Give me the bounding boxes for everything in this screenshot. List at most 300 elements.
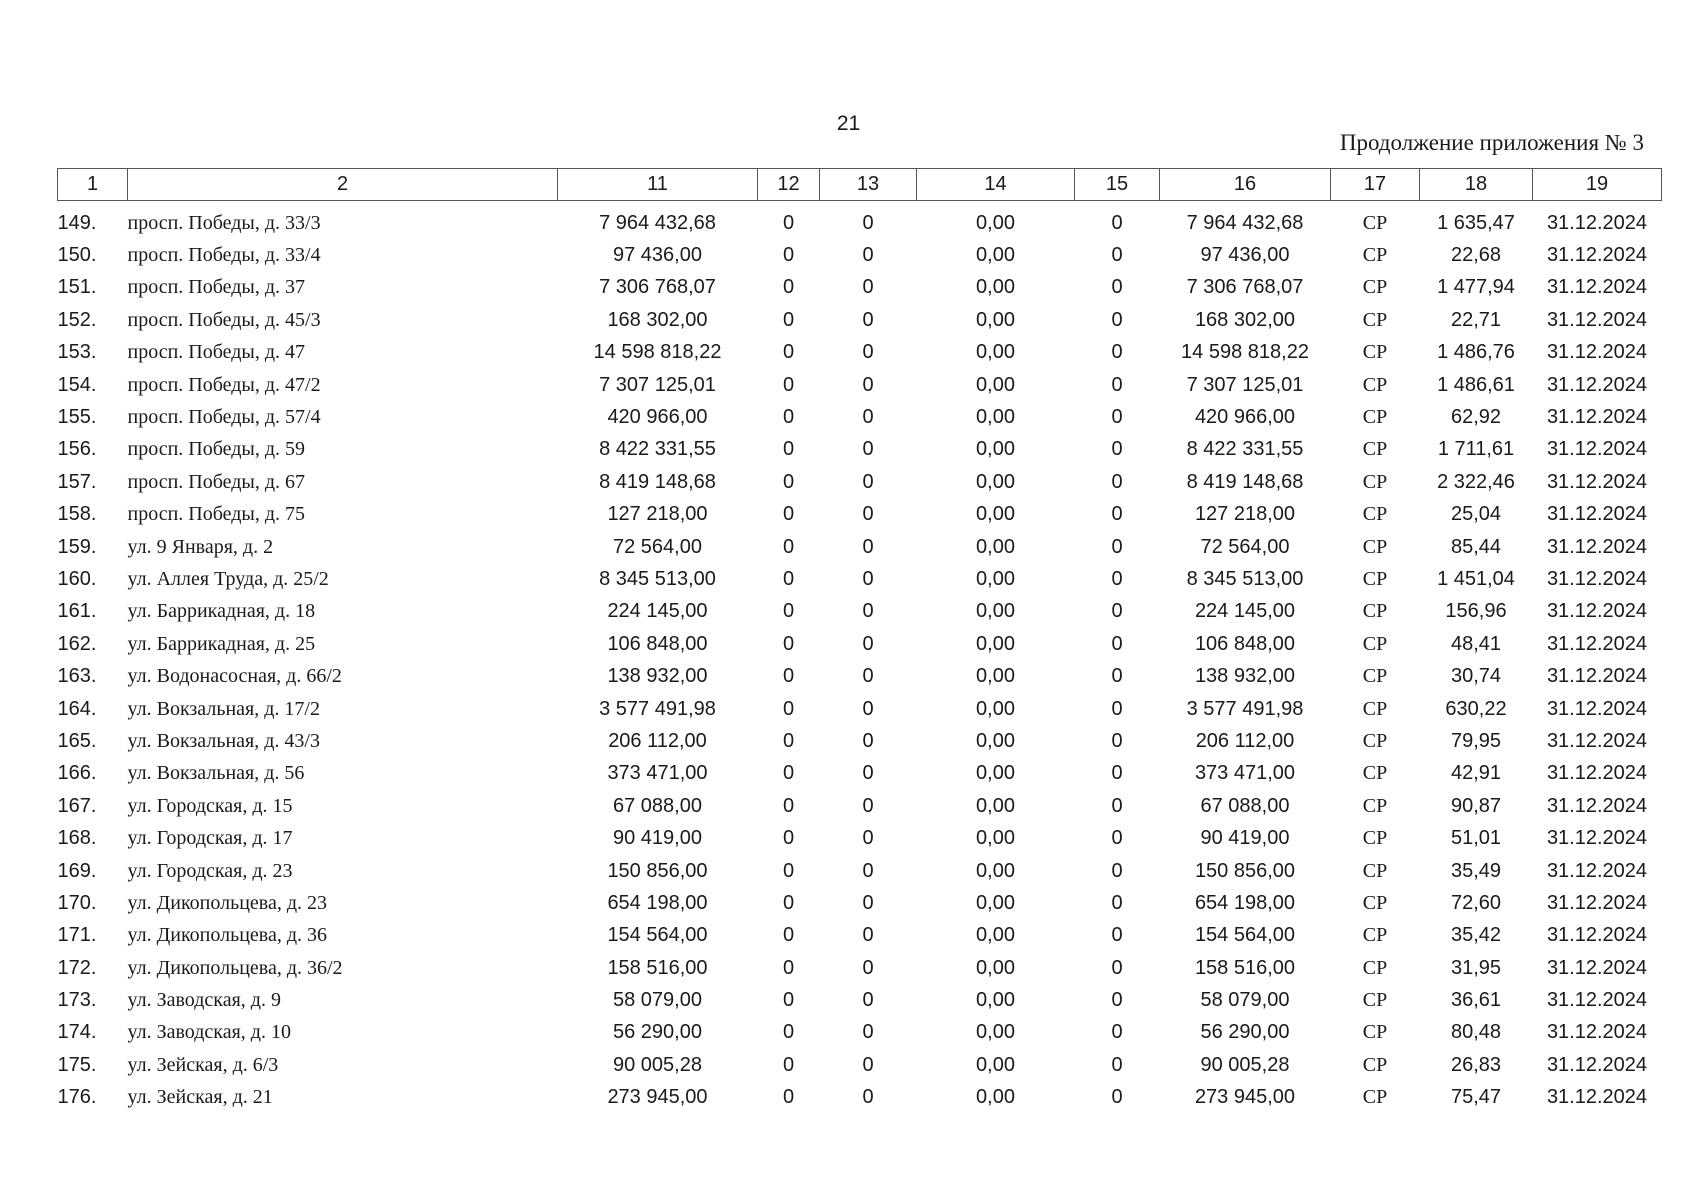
- col-11-value: 8 419 148,68: [599, 470, 716, 493]
- address: просп. Победы, д. 33/3: [127, 211, 321, 234]
- row-number: 172.: [57, 956, 97, 979]
- col-13-value: 0: [862, 729, 874, 752]
- col-15-value: 0: [1111, 697, 1123, 720]
- address: просп. Победы, д. 47/2: [127, 373, 321, 396]
- row-number: 169.: [57, 859, 97, 882]
- address: ул. Заводская, д. 9: [127, 989, 281, 1012]
- col-14-value: 0,00: [976, 600, 1015, 623]
- col-12-value: 0: [782, 373, 795, 396]
- row-number: 150.: [57, 244, 97, 267]
- address: ул. Аллея Труда, д. 25/2: [127, 567, 329, 590]
- col-13-value: 0: [862, 1021, 874, 1044]
- table-row: [58, 660, 1662, 692]
- table-row: [58, 304, 1662, 336]
- address: просп. Победы, д. 37: [127, 276, 306, 299]
- col-19-date: 31.12.2024: [1546, 924, 1648, 947]
- col-14-value: 0,00: [976, 697, 1015, 720]
- col-11-value: 14 598 818,22: [593, 341, 722, 364]
- header-col-2: 2: [128, 169, 558, 201]
- col-19-date: 31.12.2024: [1546, 503, 1648, 526]
- header-col-15: 15: [1075, 169, 1160, 201]
- col-12-value: 0: [782, 244, 795, 267]
- col-18-value: 30,74: [1450, 665, 1502, 688]
- col-14-value: 0,00: [976, 1021, 1015, 1044]
- row-number: 161.: [57, 600, 97, 623]
- col-19-date: 31.12.2024: [1546, 794, 1648, 817]
- table-row: [58, 563, 1662, 595]
- col-12-value: 0: [782, 924, 795, 947]
- col-13-value: 0: [862, 859, 874, 882]
- col-14-value: 0,00: [976, 211, 1015, 234]
- table-row: [58, 531, 1662, 563]
- row-number: 170.: [57, 891, 97, 914]
- table-row: [58, 628, 1662, 660]
- col-15-value: 0: [1111, 373, 1123, 396]
- col-18-value: 35,49: [1450, 859, 1502, 882]
- col-14-value: 0,00: [976, 632, 1015, 655]
- col-11-value: 206 112,00: [608, 729, 707, 752]
- col-16-value: 273 945,00: [1194, 1086, 1296, 1109]
- col-16-value: 90 419,00: [1200, 827, 1290, 850]
- col-19-date: 31.12.2024: [1546, 891, 1648, 914]
- col-16-value: 90 005,28: [1200, 1053, 1290, 1076]
- col-14-value: 0,00: [976, 276, 1015, 299]
- col-18-value: 25,04: [1450, 503, 1502, 526]
- col-14-value: 0,00: [976, 989, 1015, 1012]
- col-15-value: 0: [1111, 276, 1123, 299]
- row-number: 155.: [57, 406, 97, 429]
- col-14-value: 0,00: [976, 470, 1015, 493]
- col-18-value: 1 635,47: [1437, 211, 1515, 234]
- col-14-value: 0,00: [976, 665, 1015, 688]
- col-11-value: 90 419,00: [613, 827, 702, 850]
- col-19-date: 31.12.2024: [1546, 406, 1648, 429]
- col-18-value: 1 477,94: [1437, 276, 1515, 299]
- col-13-value: 0: [862, 697, 874, 720]
- col-17-code: СР: [1362, 211, 1388, 234]
- table-row: [58, 693, 1662, 725]
- col-14-value: 0,00: [976, 567, 1015, 590]
- col-15-value: 0: [1111, 794, 1123, 817]
- row-number: 157.: [57, 470, 97, 493]
- col-12-value: 0: [782, 1053, 795, 1076]
- col-15-value: 0: [1111, 665, 1123, 688]
- col-12-value: 0: [782, 665, 795, 688]
- header-col-18: 18: [1420, 169, 1533, 201]
- col-19-date: 31.12.2024: [1546, 1021, 1648, 1044]
- col-19-date: 31.12.2024: [1546, 535, 1648, 558]
- col-16-value: 158 516,00: [1194, 956, 1296, 979]
- table-row: [58, 369, 1662, 401]
- col-13-value: 0: [862, 891, 874, 914]
- col-18-value: 90,87: [1450, 794, 1502, 817]
- col-18-value: 1 711,61: [1437, 438, 1515, 461]
- row-number: 162.: [57, 632, 97, 655]
- table-row: [58, 725, 1662, 757]
- col-12-value: 0: [782, 1086, 795, 1109]
- col-19-date: 31.12.2024: [1546, 276, 1648, 299]
- col-18-value: 31,95: [1450, 956, 1502, 979]
- col-15-value: 0: [1111, 600, 1123, 623]
- col-14-value: 0,00: [976, 244, 1015, 267]
- row-number: 165.: [57, 729, 97, 752]
- header-col-19: 19: [1533, 169, 1662, 201]
- col-11-value: 72 564,00: [613, 535, 702, 558]
- col-19-date: 31.12.2024: [1546, 1086, 1648, 1109]
- col-19-date: 31.12.2024: [1546, 729, 1648, 752]
- col-17-code: СР: [1362, 1086, 1388, 1109]
- address: просп. Победы, д. 67: [127, 470, 306, 493]
- col-11-value: 127 218,00: [607, 503, 708, 526]
- col-17-code: СР: [1362, 535, 1388, 558]
- table-row: [58, 758, 1662, 790]
- table-row: [58, 984, 1662, 1016]
- row-number: 160.: [57, 567, 97, 590]
- col-13-value: 0: [862, 341, 874, 364]
- row-number: 175.: [57, 1053, 97, 1076]
- table-row: [58, 596, 1662, 628]
- col-17-code: СР: [1362, 859, 1388, 882]
- table-row: [58, 887, 1662, 919]
- address: ул. Вокзальная, д. 56: [127, 762, 305, 785]
- col-13-value: 0: [862, 276, 874, 299]
- col-13-value: 0: [862, 438, 874, 461]
- header-col-11: 11: [558, 169, 758, 201]
- col-11-value: 138 932,00: [607, 665, 708, 688]
- col-19-date: 31.12.2024: [1546, 211, 1648, 234]
- col-16-value: 67 088,00: [1200, 794, 1290, 817]
- address: ул. Городская, д. 23: [127, 859, 293, 882]
- col-18-value: 79,95: [1450, 729, 1502, 752]
- col-15-value: 0: [1111, 827, 1123, 850]
- col-11-value: 373 471,00: [607, 762, 708, 785]
- col-16-value: 7 964 432,68: [1186, 211, 1304, 234]
- col-12-value: 0: [782, 600, 795, 623]
- col-11-value: 67 088,00: [613, 794, 702, 817]
- col-12-value: 0: [782, 859, 795, 882]
- col-12-value: 0: [782, 794, 795, 817]
- col-17-code: СР: [1362, 989, 1388, 1012]
- table-row: [58, 920, 1662, 952]
- col-18-value: 48,41: [1450, 632, 1502, 655]
- col-15-value: 0: [1111, 308, 1123, 331]
- col-18-value: 42,91: [1450, 762, 1502, 785]
- col-14-value: 0,00: [976, 891, 1015, 914]
- col-15-value: 0: [1111, 956, 1123, 979]
- col-19-date: 31.12.2024: [1546, 1053, 1648, 1076]
- col-15-value: 0: [1111, 729, 1123, 752]
- col-17-code: СР: [1362, 470, 1388, 493]
- table-row: [58, 499, 1662, 531]
- col-19-date: 31.12.2024: [1546, 859, 1648, 882]
- col-19-date: 31.12.2024: [1546, 438, 1648, 461]
- col-17-code: СР: [1362, 729, 1388, 752]
- row-number: 163.: [57, 665, 97, 688]
- col-19-date: 31.12.2024: [1546, 308, 1648, 331]
- col-17-code: СР: [1362, 794, 1388, 817]
- col-12-value: 0: [782, 956, 795, 979]
- col-19-date: 31.12.2024: [1546, 632, 1648, 655]
- col-13-value: 0: [862, 1086, 874, 1109]
- address: ул. Баррикадная, д. 25: [127, 632, 316, 655]
- table-row: [58, 466, 1662, 498]
- col-15-value: 0: [1111, 211, 1123, 234]
- col-11-value: 3 577 491,98: [599, 697, 716, 720]
- col-11-value: 106 848,00: [607, 632, 708, 655]
- row-number: 151.: [57, 276, 97, 299]
- address: ул. Зейская, д. 21: [127, 1086, 273, 1109]
- col-11-value: 7 306 768,07: [599, 276, 716, 299]
- col-15-value: 0: [1111, 470, 1123, 493]
- col-11-value: 7 307 125,01: [599, 373, 716, 396]
- col-17-code: СР: [1362, 891, 1388, 914]
- row-number: 154.: [57, 373, 97, 396]
- col-19-date: 31.12.2024: [1546, 956, 1648, 979]
- table-row: [58, 337, 1662, 369]
- col-17-code: СР: [1362, 438, 1388, 461]
- appendix-continuation-note: Продолжение приложения № 3: [1339, 130, 1644, 155]
- col-16-value: 127 218,00: [1194, 503, 1296, 526]
- col-18-value: 51,01: [1450, 827, 1502, 850]
- col-11-value: 150 856,00: [607, 859, 708, 882]
- col-11-value: 654 198,00: [607, 891, 708, 914]
- address: ул. Вокзальная, д. 17/2: [127, 697, 320, 720]
- row-number: 164.: [57, 697, 97, 720]
- col-14-value: 0,00: [976, 503, 1015, 526]
- col-14-value: 0,00: [976, 406, 1015, 429]
- col-15-value: 0: [1111, 438, 1123, 461]
- col-11-value: 154 564,00: [607, 924, 708, 947]
- col-13-value: 0: [862, 956, 874, 979]
- col-11-value: 420 966,00: [607, 406, 708, 429]
- col-11-value: 97 436,00: [613, 244, 702, 267]
- col-17-code: СР: [1362, 341, 1388, 364]
- col-19-date: 31.12.2024: [1546, 244, 1648, 267]
- row-number: 173.: [57, 989, 97, 1012]
- col-15-value: 0: [1111, 341, 1123, 364]
- header-col-17: 17: [1331, 169, 1420, 201]
- col-11-value: 7 964 432,68: [599, 211, 716, 234]
- col-11-value: 8 422 331,55: [599, 438, 716, 461]
- col-15-value: 0: [1111, 1021, 1123, 1044]
- col-18-value: 1 486,76: [1437, 341, 1515, 364]
- col-12-value: 0: [782, 211, 795, 234]
- col-14-value: 0,00: [976, 794, 1015, 817]
- col-13-value: 0: [862, 632, 874, 655]
- col-11-value: 168 302,00: [607, 308, 708, 331]
- col-18-value: 85,44: [1450, 535, 1502, 558]
- table-row: [58, 1017, 1662, 1049]
- table-row: [58, 790, 1662, 822]
- col-16-value: 72 564,00: [1200, 535, 1290, 558]
- col-12-value: 0: [782, 989, 795, 1012]
- col-17-code: СР: [1362, 244, 1388, 267]
- col-11-value: 8 345 513,00: [599, 567, 716, 590]
- col-13-value: 0: [862, 989, 874, 1012]
- col-19-date: 31.12.2024: [1546, 470, 1648, 493]
- col-15-value: 0: [1111, 1053, 1123, 1076]
- row-number: 158.: [57, 503, 97, 526]
- col-17-code: СР: [1362, 697, 1388, 720]
- col-18-value: 62,92: [1450, 406, 1502, 429]
- col-16-value: 150 856,00: [1194, 859, 1296, 882]
- col-13-value: 0: [862, 211, 874, 234]
- col-13-value: 0: [862, 308, 874, 331]
- col-17-code: СР: [1362, 632, 1388, 655]
- col-19-date: 31.12.2024: [1546, 341, 1648, 364]
- address: ул. Вокзальная, д. 43/3: [127, 729, 320, 752]
- col-16-value: 3 577 491,98: [1186, 697, 1304, 720]
- row-number: 149.: [57, 211, 97, 234]
- col-16-value: 168 302,00: [1194, 308, 1296, 331]
- col-12-value: 0: [782, 762, 795, 785]
- col-16-value: 420 966,00: [1194, 406, 1296, 429]
- col-11-value: 56 290,00: [613, 1021, 702, 1044]
- col-19-date: 31.12.2024: [1546, 989, 1648, 1012]
- col-12-value: 0: [782, 503, 795, 526]
- col-17-code: СР: [1362, 956, 1388, 979]
- row-number: 166.: [57, 762, 97, 785]
- col-17-code: СР: [1362, 924, 1388, 947]
- table-row: [58, 855, 1662, 887]
- address: просп. Победы, д. 57/4: [127, 406, 321, 429]
- table-row: [58, 272, 1662, 304]
- col-13-value: 0: [862, 1053, 874, 1076]
- col-17-code: СР: [1362, 373, 1388, 396]
- col-15-value: 0: [1111, 1086, 1123, 1109]
- col-15-value: 0: [1111, 891, 1123, 914]
- col-19-date: 31.12.2024: [1546, 762, 1648, 785]
- table-row: [58, 1049, 1662, 1081]
- col-17-code: СР: [1362, 276, 1388, 299]
- table-row: [58, 239, 1662, 271]
- col-13-value: 0: [862, 535, 874, 558]
- col-13-value: 0: [862, 244, 874, 267]
- table-row: [58, 207, 1662, 239]
- header-col-14: 14: [917, 169, 1075, 201]
- col-16-value: 7 307 125,01: [1186, 373, 1304, 396]
- col-13-value: 0: [862, 503, 874, 526]
- col-16-value: 224 145,00: [1194, 600, 1296, 623]
- col-18-value: 2 322,46: [1437, 470, 1515, 493]
- col-17-code: СР: [1362, 665, 1388, 688]
- col-12-value: 0: [782, 341, 795, 364]
- col-15-value: 0: [1111, 762, 1123, 785]
- address: ул. Зейская, д. 6/3: [127, 1053, 279, 1076]
- col-14-value: 0,00: [976, 956, 1015, 979]
- col-17-code: СР: [1362, 406, 1388, 429]
- row-number: 171.: [57, 924, 97, 947]
- col-16-value: 97 436,00: [1200, 244, 1290, 267]
- col-15-value: 0: [1111, 989, 1123, 1012]
- col-12-value: 0: [782, 827, 795, 850]
- col-16-value: 206 112,00: [1195, 729, 1295, 752]
- col-13-value: 0: [862, 406, 874, 429]
- col-16-value: 154 564,00: [1194, 924, 1296, 947]
- col-12-value: 0: [782, 406, 795, 429]
- header-row: [58, 169, 1662, 201]
- col-18-value: 36,61: [1450, 989, 1502, 1012]
- address: просп. Победы, д. 45/3: [127, 308, 321, 331]
- col-15-value: 0: [1111, 503, 1123, 526]
- address: ул. Городская, д. 17: [127, 827, 293, 850]
- col-15-value: 0: [1111, 406, 1123, 429]
- col-19-date: 31.12.2024: [1546, 665, 1648, 688]
- col-17-code: СР: [1362, 308, 1388, 331]
- col-13-value: 0: [862, 470, 874, 493]
- col-16-value: 138 932,00: [1194, 665, 1296, 688]
- col-18-value: 72,60: [1450, 891, 1502, 914]
- col-16-value: 56 290,00: [1200, 1021, 1290, 1044]
- col-14-value: 0,00: [976, 762, 1015, 785]
- header-col-13: 13: [820, 169, 917, 201]
- col-12-value: 0: [782, 891, 795, 914]
- address: ул. Дикопольцева, д. 36/2: [127, 956, 343, 979]
- header-col-1: 1: [58, 169, 128, 201]
- col-14-value: 0,00: [976, 827, 1015, 850]
- col-19-date: 31.12.2024: [1546, 567, 1648, 590]
- table-body: [58, 201, 1662, 1114]
- col-12-value: 0: [782, 567, 795, 590]
- col-15-value: 0: [1111, 244, 1123, 267]
- col-11-value: 273 945,00: [607, 1086, 708, 1109]
- header-col-12: 12: [758, 169, 820, 201]
- col-12-value: 0: [782, 729, 795, 752]
- col-18-value: 22,71: [1450, 308, 1502, 331]
- col-16-value: 58 079,00: [1200, 989, 1290, 1012]
- table-row: [58, 434, 1662, 466]
- table-row: [58, 822, 1662, 854]
- col-12-value: 0: [782, 632, 795, 655]
- table-row: [58, 1082, 1662, 1114]
- col-14-value: 0,00: [976, 341, 1015, 364]
- col-17-code: СР: [1362, 1053, 1388, 1076]
- col-16-value: 8 419 148,68: [1186, 470, 1304, 493]
- col-18-value: 26,83: [1450, 1053, 1502, 1076]
- address: ул. Дикопольцева, д. 23: [127, 891, 328, 914]
- col-18-value: 156,96: [1445, 600, 1507, 623]
- col-19-date: 31.12.2024: [1546, 697, 1648, 720]
- col-16-value: 373 471,00: [1194, 762, 1296, 785]
- col-18-value: 630,22: [1445, 697, 1507, 720]
- col-12-value: 0: [782, 535, 795, 558]
- col-12-value: 0: [782, 438, 795, 461]
- col-18-value: 80,48: [1450, 1021, 1502, 1044]
- col-11-value: 224 145,00: [607, 600, 708, 623]
- col-15-value: 0: [1111, 567, 1123, 590]
- col-13-value: 0: [862, 665, 874, 688]
- col-16-value: 7 306 768,07: [1186, 276, 1304, 299]
- col-17-code: СР: [1362, 567, 1388, 590]
- col-17-code: СР: [1362, 827, 1388, 850]
- col-16-value: 654 198,00: [1194, 891, 1296, 914]
- address: ул. Дикопольцева, д. 36: [127, 924, 328, 947]
- col-14-value: 0,00: [976, 859, 1015, 882]
- col-13-value: 0: [862, 794, 874, 817]
- col-14-value: 0,00: [976, 1053, 1015, 1076]
- col-19-date: 31.12.2024: [1546, 373, 1648, 396]
- row-number: 174.: [57, 1021, 97, 1044]
- address: просп. Победы, д. 33/4: [127, 244, 321, 267]
- address: ул. Баррикадная, д. 18: [127, 600, 316, 623]
- col-16-value: 8 345 513,00: [1186, 567, 1304, 590]
- col-17-code: СР: [1362, 1021, 1388, 1044]
- col-13-value: 0: [862, 762, 874, 785]
- col-17-code: СР: [1362, 600, 1388, 623]
- col-14-value: 0,00: [976, 373, 1015, 396]
- col-13-value: 0: [862, 600, 874, 623]
- col-18-value: 22,68: [1450, 244, 1502, 267]
